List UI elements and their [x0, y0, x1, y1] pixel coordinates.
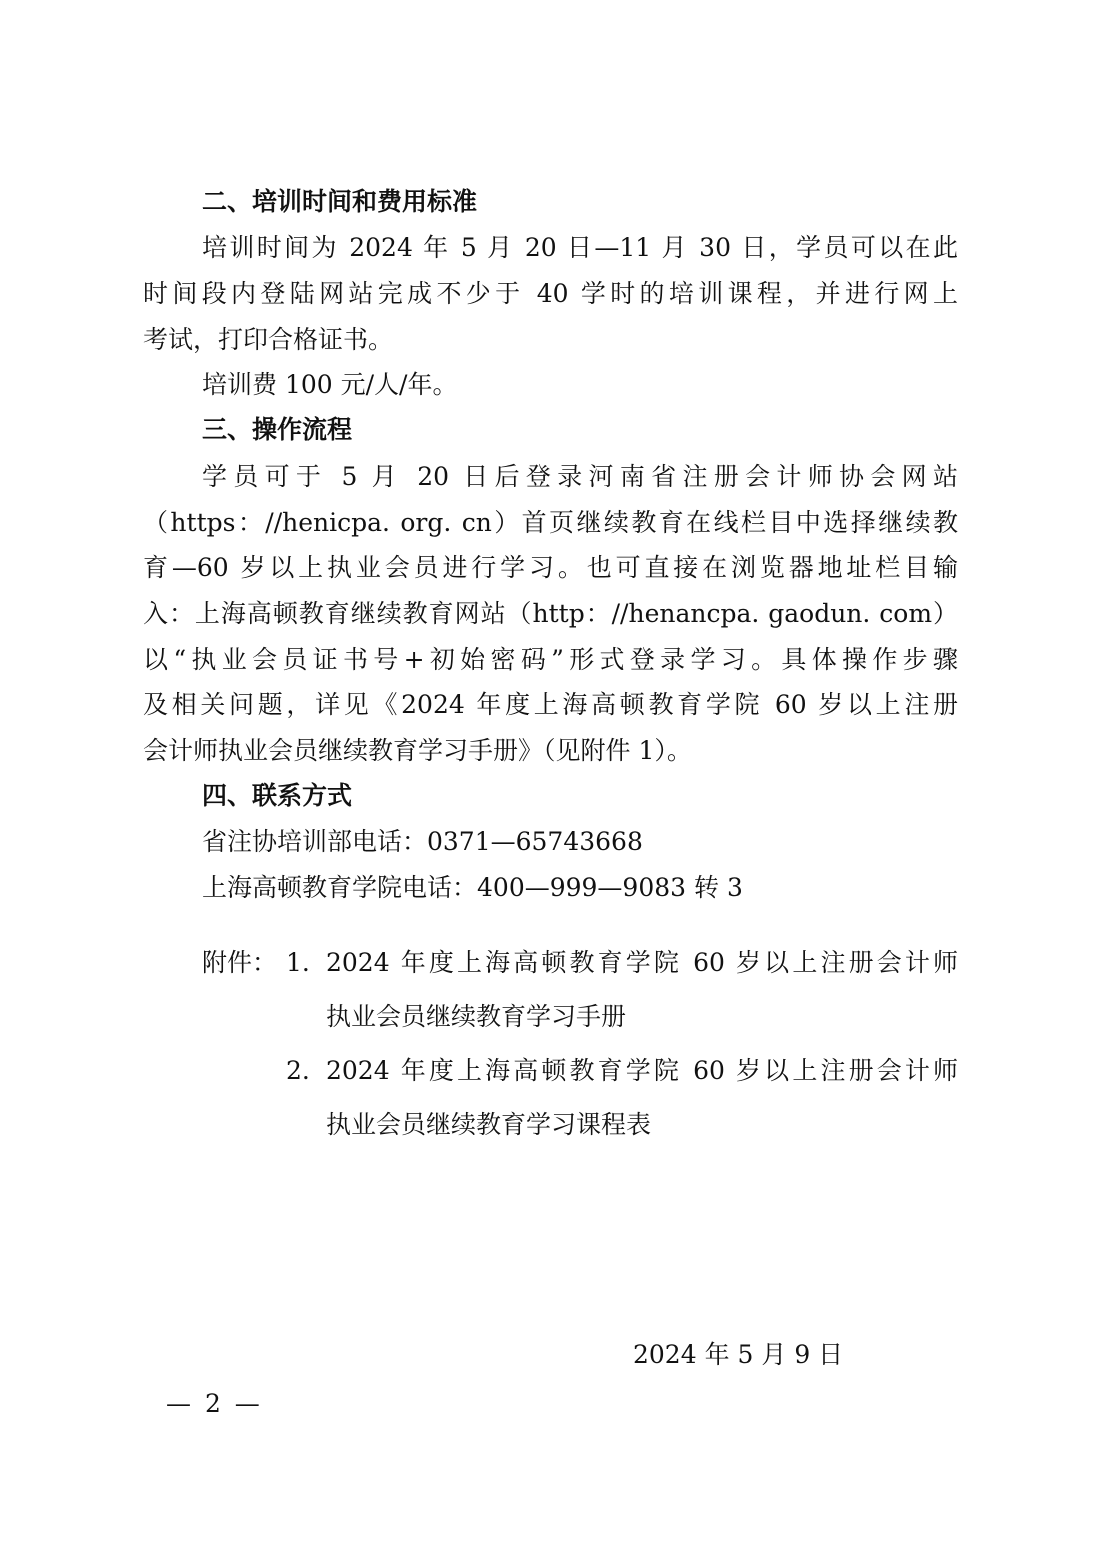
attachment-number: 1. — [286, 948, 310, 977]
attachment-title: 2024 年度上海高顿教育学院 60 岁以上注册会计师 — [326, 1056, 958, 1085]
attachment-title: 执业会员继续教育学习课程表 — [326, 1110, 652, 1139]
paragraph-line: 育—60 岁以上执业会员进行学习。也可直接在浏览器地址栏目输 — [143, 553, 958, 582]
attachment-title: 2024 年度上海高顿教育学院 60 岁以上注册会计师 — [326, 948, 958, 977]
paragraph-line: 以“执业会员证书号+初始密码”形式登录学习。具体操作步骤 — [143, 645, 958, 674]
paragraph-line: 及相关问题，详见《2024 年度上海高顿教育学院 60 岁以上注册 — [143, 690, 958, 719]
section-3-heading: 三、操作流程 — [202, 415, 353, 444]
paragraph-line: 时间段内登陆网站完成不少于 40 学时的培训课程，并进行网上 — [143, 279, 958, 308]
document-date: 2024 年 5 月 9 日 — [633, 1340, 844, 1369]
paragraph-line: 培训时间为 2024 年 5 月 20 日—11 月 30 日，学员可以在此 — [202, 233, 958, 262]
contact-line: 省注协培训部电话：0371—65743668 — [202, 827, 643, 856]
attachment-title: 执业会员继续教育学习手册 — [326, 1002, 627, 1031]
paragraph-line: 考试，打印合格证书。 — [143, 325, 394, 354]
fee-line: 培训费 100 元/人/年。 — [202, 370, 458, 399]
section-2-heading: 二、培训时间和费用标准 — [202, 187, 478, 216]
page-number: — 2 — — [166, 1389, 260, 1418]
section-4-heading: 四、联系方式 — [202, 781, 353, 810]
paragraph-line: （https：//henicpa. org. cn）首页继续教育在线栏目中选择继续教 — [143, 508, 958, 537]
paragraph-line: 学员可于 5 月 20 日后登录河南省注册会计师协会网站 — [202, 462, 958, 491]
paragraph-line: 会计师执业会员继续教育学习手册》（见附件 1）。 — [143, 736, 692, 765]
attachments-label: 附件： — [202, 948, 278, 977]
contact-line: 上海高顿教育学院电话：400—999—9083 转 3 — [202, 873, 743, 902]
paragraph-line: 入：上海高顿教育继续教育网站（http：//henancpa. gaodun. com） — [143, 599, 958, 628]
attachment-number: 2. — [286, 1056, 310, 1085]
